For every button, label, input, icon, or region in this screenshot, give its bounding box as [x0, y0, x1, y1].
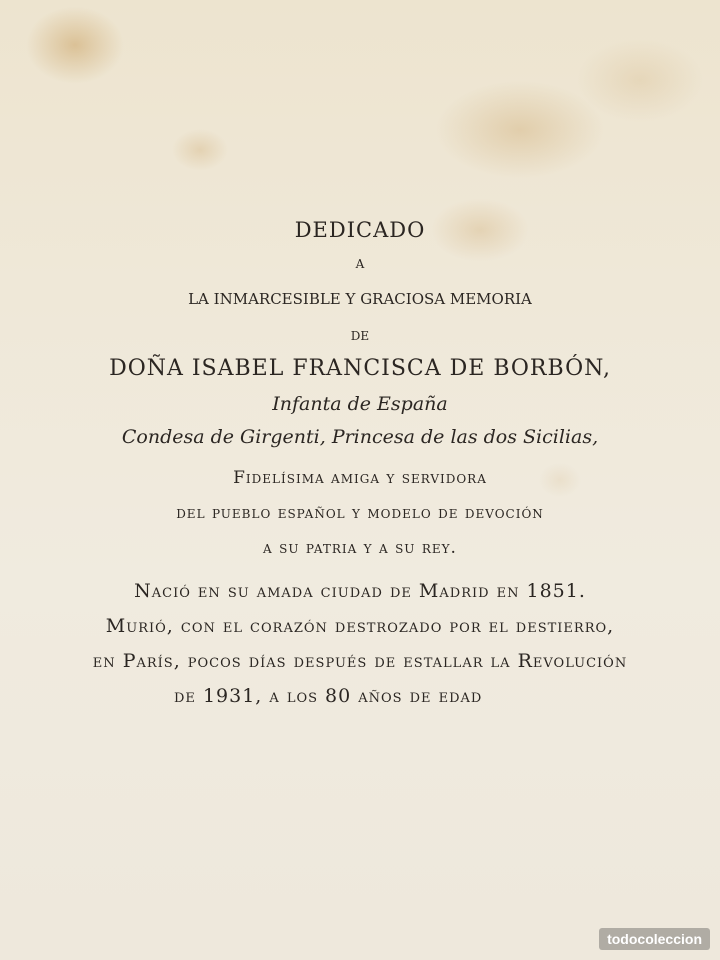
watermark-logo: todocoleccion — [599, 928, 710, 950]
biography-line-3: en París, pocos días después de estallar la Revolución — [92, 650, 628, 672]
dedicatee-title-infanta: Infanta de España — [272, 393, 448, 415]
dedication-a: A — [355, 257, 365, 271]
biography-line-4: de 1931, a los 80 años de edad — [174, 685, 483, 707]
dedicatee-name: DOÑA ISABEL FRANCISCA DE BORBÓN, — [109, 356, 611, 381]
dedicatee-title-condesa: Condesa de Girgenti, Princesa de las dos Sicilias, — [121, 426, 599, 448]
dedication-heading: DEDICADO — [294, 218, 426, 242]
dedication-line-1: Fidelísima amiga y servidora — [233, 468, 487, 488]
dedication-line-3: a su patria y a su rey. — [263, 538, 457, 558]
dedication-memoria: LA INMARCESIBLE Y GRACIOSA MEMORIA — [188, 290, 532, 308]
dedication-de: DE — [350, 329, 370, 343]
biography-line-2: Murió, con el corazón destrozado por el destierro, — [105, 615, 615, 637]
dedication-line-2: del pueblo español y modelo de devoción — [176, 503, 544, 523]
biography-line-1: Nació en su amada ciudad de Madrid en 1851. — [134, 580, 586, 602]
